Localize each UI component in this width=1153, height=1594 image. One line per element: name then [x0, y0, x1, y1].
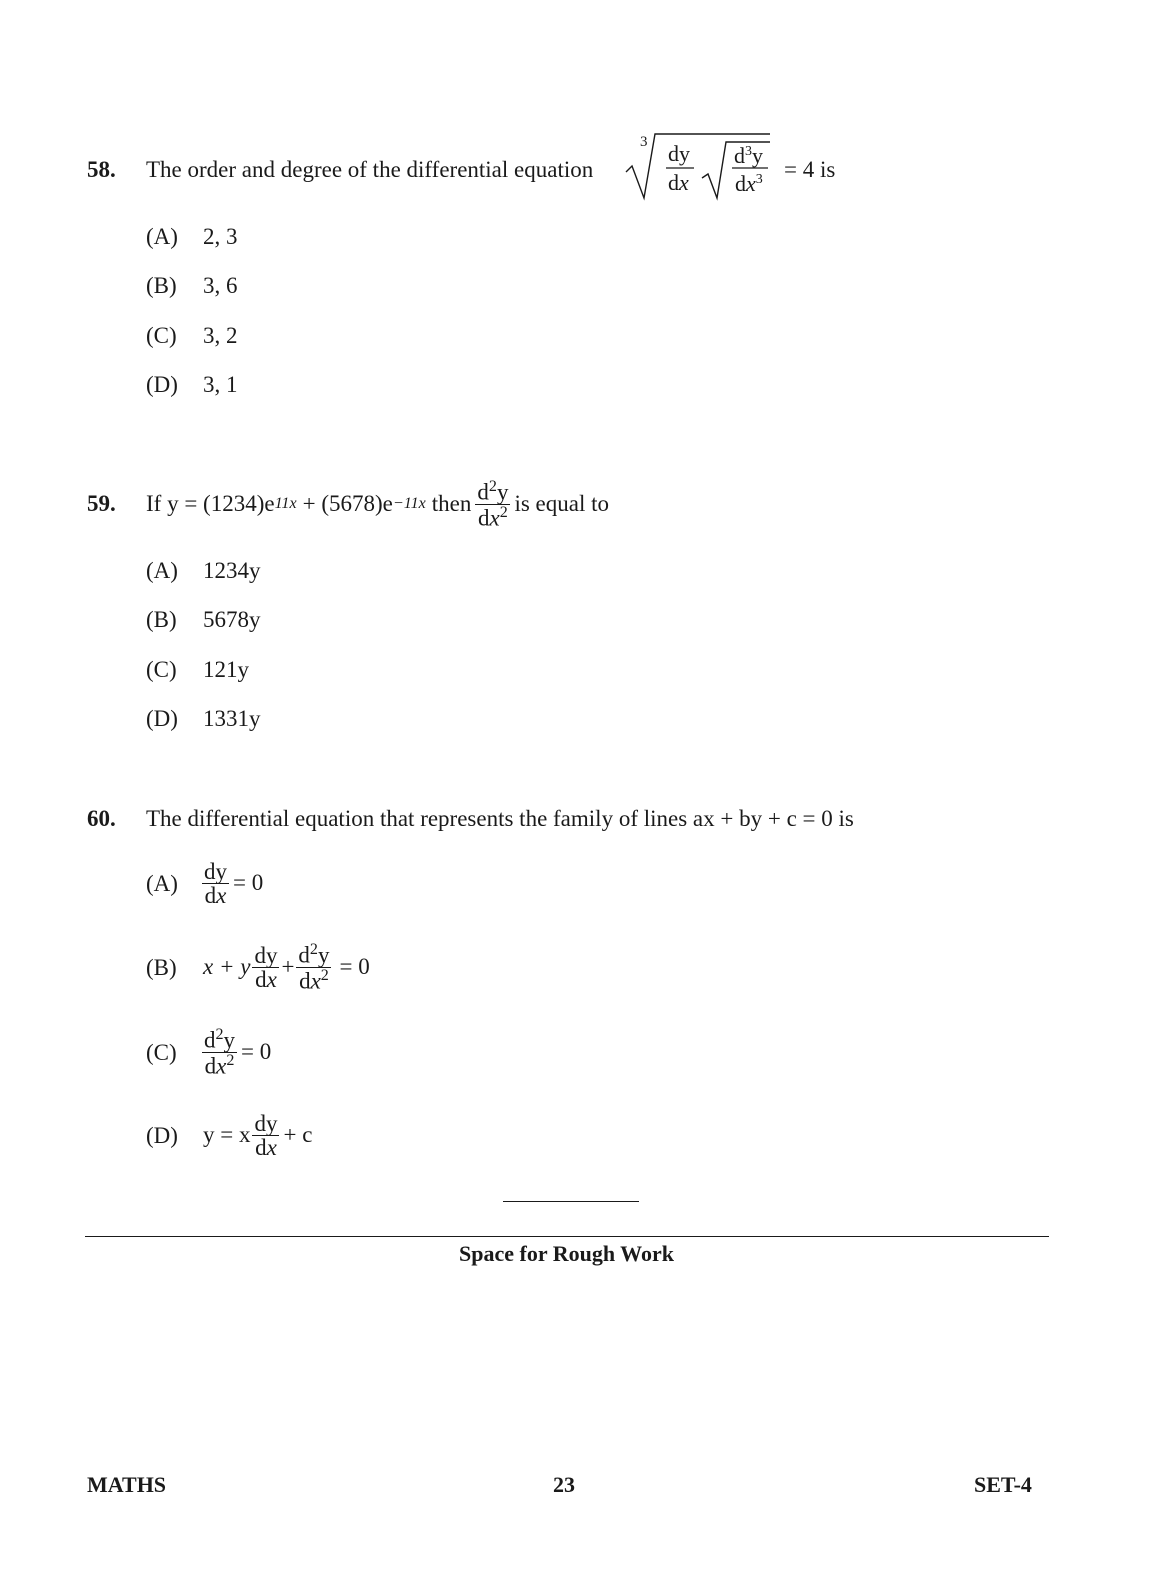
question-number: 60.: [87, 806, 116, 831]
text-then: then: [431, 491, 472, 516]
expression-pre: x + y: [203, 954, 251, 979]
option-value: 3, 1: [203, 372, 238, 397]
option-label: (C): [146, 323, 177, 348]
rough-work-divider: [85, 1236, 1049, 1237]
root-index: 3: [640, 134, 648, 150]
text-end: is equal to: [514, 491, 609, 516]
page-number: 23: [553, 1472, 575, 1497]
option-label: (B): [146, 607, 177, 632]
exponent: 11x: [274, 495, 297, 512]
fraction-dy-dx: $\frac{dy}{dx}$: [204, 858, 227, 908]
option-label: (A): [146, 558, 178, 583]
option-label: (B): [146, 955, 177, 980]
fraction-d2y-dx2: $\frac{d^2y}{dx^2}$: [298, 940, 330, 994]
option-label: (C): [146, 657, 177, 682]
nested-radical-equation: [622, 128, 782, 204]
fraction-dy-dx: $\frac{dy}{dx}$: [254, 942, 278, 992]
option-value: 5678y: [203, 607, 261, 632]
exponent: −11x: [392, 495, 426, 512]
expression-tail: = 0: [241, 1039, 272, 1064]
option-expression: [203, 1104, 312, 1166]
option-expression: [200, 852, 263, 914]
section-end-rule: [503, 1201, 639, 1202]
question-text: The differential equation that represents the family of lines ax + by + c = 0 is: [146, 806, 854, 831]
text-start: If y = (1234)e: [146, 491, 275, 516]
option-value: 2, 3: [203, 224, 238, 249]
option-label: (B): [146, 273, 177, 298]
question-number: 59.: [87, 491, 116, 516]
svg-text:d3y: $d^3y$: [734, 143, 763, 168]
expression-tail: = 0: [339, 954, 370, 979]
question-text: [146, 472, 609, 536]
option-expression: [203, 936, 370, 998]
option-value: 1234y: [203, 558, 261, 583]
option-label: (D): [146, 1123, 178, 1148]
expression-tail: + c: [283, 1122, 313, 1147]
option-label: (A): [146, 224, 178, 249]
svg-text:dx: dx: [668, 170, 689, 195]
text-mid: + (5678)e: [302, 491, 393, 516]
svg-text:dy: dy: [668, 141, 690, 166]
footer-subject: MATHS: [87, 1472, 167, 1497]
option-label: (D): [146, 706, 178, 731]
option-value: 121y: [203, 657, 249, 682]
option-value: 3, 6: [203, 273, 238, 298]
fraction-d2y-dx2: $\frac{d^2y}{dx^2}$: [204, 1025, 236, 1079]
footer-set: SET-4: [974, 1472, 1032, 1497]
question-suffix: = 4 is: [784, 157, 836, 182]
option-label: (D): [146, 372, 178, 397]
option-value: 1331y: [203, 706, 261, 731]
question-number: 58.: [87, 157, 116, 182]
expression-plus: +: [281, 954, 295, 979]
question-text: The order and degree of the differential equation: [146, 157, 594, 182]
fraction-d2y-dx2: $\frac{d^2y}{dx^2}$: [477, 477, 509, 531]
svg-text:dx3: $dx^3$: [735, 171, 763, 196]
option-label: (C): [146, 1040, 177, 1065]
option-expression: [200, 1021, 271, 1083]
rough-work-heading: Space for Rough Work: [459, 1241, 674, 1266]
option-value: 3, 2: [203, 323, 238, 348]
expression-tail: = 0: [233, 870, 264, 895]
fraction-dy-dx: $\frac{dy}{dx}$: [254, 1110, 278, 1160]
option-label: (A): [146, 871, 178, 896]
expression-pre: y = x: [203, 1122, 251, 1147]
